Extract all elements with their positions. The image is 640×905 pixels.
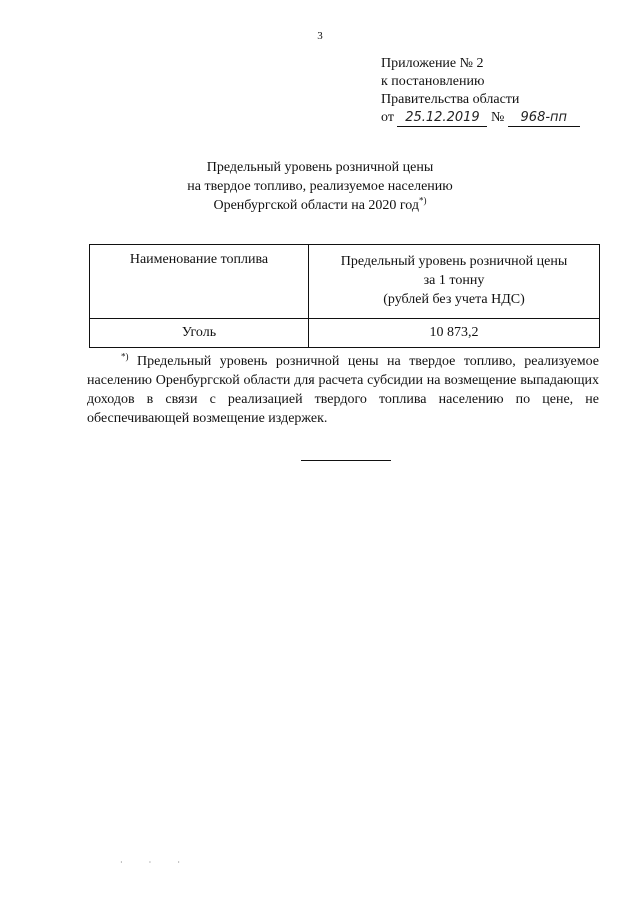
table-row [90, 319, 600, 348]
title-footnote-mark: *) [419, 195, 427, 206]
header-price-line-1: Предельный уровень розничной цены [340, 254, 568, 269]
title-line-3 [0, 196, 640, 215]
page-number: 3 [317, 30, 323, 42]
annex-date: 25.12.2019 [397, 110, 487, 127]
title-line-1: Предельный уровень розничной цены [206, 160, 434, 175]
header-price-line-3: (рублей без учета НДС) [383, 292, 525, 307]
table-header-row [90, 245, 600, 319]
annex-from-label: от [381, 110, 394, 125]
footnote-mark: *) [121, 351, 129, 362]
header-price [309, 245, 600, 319]
header-price-line-2: за 1 тонну [423, 273, 485, 288]
annex-reference: к постановлению [381, 74, 485, 89]
annex-number-sign: № [490, 110, 505, 125]
price-cell: 10 873,2 [309, 319, 600, 348]
closing-divider [301, 460, 391, 461]
footnote-text: Предельный уровень розничной цены на твердое топливо, реализуемое населению Оренбургской области для расчета субсидии на возмещение выпадающих доходов в связи с реализацией твердого топлива населению по цене, не обеспечивающей возмещение издержек. [87, 354, 599, 426]
annex-date-line [381, 109, 580, 127]
annex-decree-number: 968-пп [508, 110, 580, 127]
price-table [89, 244, 600, 348]
fuel-name-cell: Уголь [90, 319, 309, 348]
document-title [0, 158, 640, 215]
footnote [87, 352, 599, 428]
title-line-3-text: Оренбургской области на 2020 год [213, 198, 420, 213]
annex-number: Приложение № 2 [381, 56, 484, 71]
scan-specks: · · · [120, 858, 192, 867]
annex-authority: Правительства области [381, 92, 520, 107]
title-line-2: на твердое топливо, реализуемое населению [187, 179, 453, 194]
annex-header [381, 55, 580, 127]
header-fuel-name: Наименование топлива [90, 245, 309, 319]
